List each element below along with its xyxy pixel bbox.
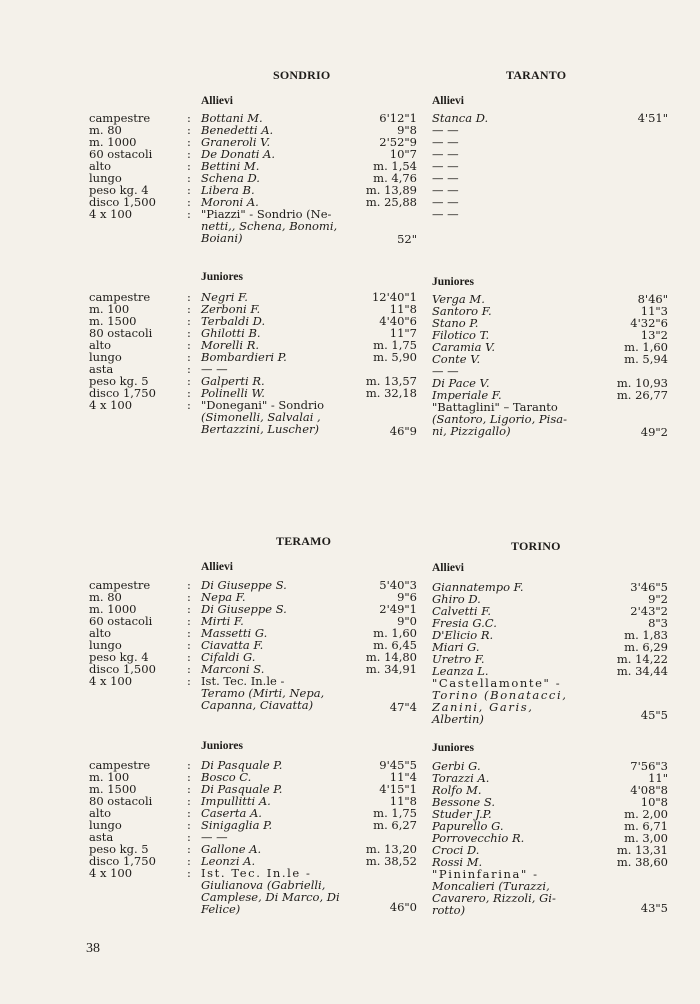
event-label: campestre (89, 111, 151, 125)
province-title-sondrio: SONDRIO (273, 68, 331, 82)
category-juniores-taranto: Juniores (432, 276, 474, 288)
athlete-name: — — (201, 830, 228, 844)
athlete-name: Polinelli W. (201, 386, 265, 400)
event-label: alto (89, 338, 112, 352)
athlete-name: Rossi M. (432, 855, 483, 869)
event-label: m. 1500 (89, 314, 137, 328)
result-value: 11"8 (389, 794, 417, 808)
athlete-name: — — (432, 195, 459, 209)
athlete-name: — — (432, 207, 459, 221)
event-list-juniores-2 (89, 759, 156, 879)
result-value: 4'51" (637, 111, 668, 125)
athlete-name: Di Pasquale P. (201, 758, 283, 772)
result-value: m. 14,80 (365, 650, 417, 664)
athlete-name: Giannatempo F. (432, 580, 524, 594)
athlete-name: Di Pace V. (432, 376, 490, 390)
result-value: m. 14,22 (616, 652, 668, 666)
event-label: m. 100 (89, 770, 130, 784)
relay-team: Ist. Tec. In.le - (201, 674, 285, 688)
event-label: disco 1,750 (89, 386, 156, 400)
result-value: 4'32"6 (630, 316, 668, 330)
category-allievi-sondrio: Allievi (201, 95, 233, 107)
event-label: peso kg. 5 (89, 374, 149, 388)
relay-result: 46"9 (389, 424, 417, 438)
athlete-list-sondrio-juniores (201, 291, 324, 435)
result-value: m. 6,71 (624, 819, 668, 833)
result-value: 5'40"3 (379, 578, 417, 592)
event-label: peso kg. 4 (89, 183, 149, 197)
event-label: campestre (89, 578, 151, 592)
province-title-taranto: TARANTO (506, 68, 567, 82)
athlete-name: Rolfo M. (432, 783, 482, 797)
relay-team: ni, Pizzigallo) (432, 424, 511, 438)
athlete-name: Ghilotti B. (201, 326, 261, 340)
result-value: 4'40"6 (379, 314, 417, 328)
result-value: m. 5,90 (373, 350, 417, 364)
athlete-list-torino-allievi (432, 581, 567, 725)
athlete-name: Studer J.P. (432, 807, 492, 821)
event-label: asta (89, 830, 114, 844)
result-value: 8"3 (648, 616, 668, 630)
athlete-name: Zerboni F. (201, 302, 261, 316)
athlete-name: Bettini M. (201, 159, 260, 173)
athlete-name: Uretro F. (432, 652, 485, 666)
athlete-name: Conte V. (432, 352, 481, 366)
result-value: m. 26,77 (616, 388, 668, 402)
athlete-name: De Donati A. (201, 147, 276, 161)
athlete-name: Nepa F. (201, 590, 246, 604)
result-value: m. 1,83 (624, 628, 668, 642)
event-label: campestre (89, 758, 151, 772)
athlete-name: Sinigaglia P. (201, 818, 273, 832)
athlete-name: Caramia V. (432, 340, 496, 354)
athlete-name: Leonzi A. (201, 854, 256, 868)
result-list-taranto-juniores (580, 293, 668, 438)
relay-team: "Battaglini" – Taranto (432, 400, 558, 414)
athlete-name: Gallone A. (201, 842, 262, 856)
athlete-name: Bombardieri P. (201, 350, 287, 364)
athlete-name: Mirti F. (201, 614, 244, 628)
athlete-name: — — (432, 135, 459, 149)
event-label: alto (89, 159, 112, 173)
result-value: m. 4,76 (373, 171, 417, 185)
event-label: 4 x 100 (89, 207, 133, 221)
relay-result: 47"4 (389, 700, 417, 714)
result-list-torino-allievi (580, 581, 668, 721)
result-value: 11"8 (389, 302, 417, 316)
event-list-allievi-2 (89, 579, 156, 687)
athlete-name: Gerbi G. (432, 759, 481, 773)
result-value: m. 25,88 (365, 195, 417, 209)
event-label: 4 x 100 (89, 866, 133, 880)
event-label: m. 1000 (89, 602, 137, 616)
athlete-name: Di Giuseppe S. (201, 602, 287, 616)
result-value: 2'49"1 (379, 602, 417, 616)
relay-team: Camplese, Di Marco, Di (201, 890, 340, 904)
athlete-name: Leanza L. (432, 664, 489, 678)
athlete-name: Marconi S. (201, 662, 265, 676)
result-value: 10"8 (640, 795, 668, 809)
event-list-allievi-1 (89, 112, 156, 220)
athlete-list-taranto-allievi (432, 112, 488, 220)
relay-result: 46"0 (389, 900, 417, 914)
result-value: 12'40"1 (371, 290, 417, 304)
athlete-name: Moroni A. (201, 195, 259, 209)
result-value: m. 6,29 (624, 640, 668, 654)
event-label: 60 ostacoli (89, 614, 153, 628)
event-label: lungo (89, 638, 122, 652)
result-value: 9"6 (397, 590, 417, 604)
event-list-juniores-1 (89, 291, 156, 411)
event-label: m. 100 (89, 302, 130, 316)
athlete-name: Graneroli V. (201, 135, 271, 149)
event-label: disco 1,500 (89, 662, 156, 676)
result-value: 11"7 (389, 326, 417, 340)
athlete-name: Benedetti A. (201, 123, 274, 137)
athlete-list-torino-juniores (432, 760, 556, 916)
result-value: m. 6,27 (373, 818, 417, 832)
relay-team: Capanna, Ciavatta) (201, 698, 314, 712)
athlete-name: Cifaldi G. (201, 650, 256, 664)
athlete-name: — — (432, 364, 459, 378)
event-label: disco 1,750 (89, 854, 156, 868)
result-value: m. 1,60 (373, 626, 417, 640)
province-title-torino: TORINO (511, 539, 561, 553)
result-list-taranto-allievi (580, 112, 668, 124)
athlete-name: Caserta A. (201, 806, 262, 820)
relay-team: Teramo (Mirti, Nepa, (201, 686, 325, 700)
event-label: 4 x 100 (89, 398, 133, 412)
event-label: 80 ostacoli (89, 326, 153, 340)
athlete-name: Galperti R. (201, 374, 265, 388)
athlete-name: Miari G. (432, 640, 480, 654)
athlete-name: D'Elicio R. (432, 628, 494, 642)
result-value: 9"2 (648, 592, 668, 606)
event-label: alto (89, 626, 112, 640)
athlete-name: Papurello G. (432, 819, 504, 833)
event-label: 60 ostacoli (89, 147, 153, 161)
athlete-name: Bottani M. (201, 111, 263, 125)
relay-result: 52" (397, 232, 417, 246)
athlete-name: Croci D. (432, 843, 480, 857)
athlete-name: Bosco C. (201, 770, 252, 784)
relay-team: (Santoro, Ligorio, Pisa- (432, 412, 567, 426)
result-value: 10"7 (389, 147, 417, 161)
athlete-name: Impullitti A. (201, 794, 271, 808)
relay-team: Felice) (201, 902, 241, 916)
event-label: peso kg. 5 (89, 842, 149, 856)
relay-team: "Castellamonte" - (432, 676, 562, 690)
result-value: 11"4 (389, 770, 417, 784)
relay-team: Bertazzini, Luscher) (201, 422, 320, 436)
athlete-name: — — (432, 183, 459, 197)
event-label: lungo (89, 818, 122, 832)
athlete-name: Schena D. (201, 171, 260, 185)
result-value: 6'12"1 (379, 111, 417, 125)
colon-column: : : : : : : : : : : (187, 758, 191, 880)
athlete-name: Verga M. (432, 292, 485, 306)
athlete-name: Stano P. (432, 316, 479, 330)
relay-team: "Pininfarina" - (432, 867, 539, 881)
result-value: m. 1,60 (624, 340, 668, 354)
result-value: m. 38,52 (365, 854, 417, 868)
relay-team: "Piazzi" - Sondrio (Ne- (201, 207, 332, 221)
athlete-name: Stanca D. (432, 111, 489, 125)
result-value: 3'46"5 (630, 580, 668, 594)
result-value: 4'08"8 (630, 783, 668, 797)
result-list-sondrio-allievi (340, 112, 417, 245)
event-label: lungo (89, 171, 122, 185)
result-value: 9"8 (397, 123, 417, 137)
result-list-sondrio-juniores (340, 291, 417, 437)
event-label: 4 x 100 (89, 674, 133, 688)
result-value: m. 34,44 (616, 664, 668, 678)
relay-team: netti,, Schena, Bonomi, (201, 219, 338, 233)
result-value: m. 6,45 (373, 638, 417, 652)
event-label: alto (89, 806, 112, 820)
category-juniores-sondrio: Juniores (201, 271, 243, 283)
athlete-name: Bessone S. (432, 795, 495, 809)
category-allievi-teramo: Allievi (201, 561, 233, 573)
athlete-list-teramo-juniores (201, 759, 340, 915)
athlete-name: — — (432, 123, 459, 137)
relay-team: Ist. Tec. In.le - (201, 866, 312, 880)
category-allievi-torino: Allievi (432, 562, 464, 574)
athlete-name: Fresia G.C. (432, 616, 497, 630)
event-label: m. 1500 (89, 782, 137, 796)
province-title-teramo: TERAMO (276, 534, 332, 548)
event-label: m. 80 (89, 590, 122, 604)
event-label: peso kg. 4 (89, 650, 149, 664)
athlete-name: Terbaldi D. (201, 314, 266, 328)
relay-team: Moncalieri (Turazzi, (432, 879, 550, 893)
relay-team: rotto) (432, 903, 466, 917)
event-label: m. 1000 (89, 135, 137, 149)
result-value: m. 32,18 (365, 386, 417, 400)
athlete-name: Filotico T. (432, 328, 490, 342)
result-value: m. 1,75 (373, 806, 417, 820)
colon-column: : : : : : : : : : : (187, 290, 191, 412)
result-value: 9'45"5 (379, 758, 417, 772)
result-value: m. 13,57 (365, 374, 417, 388)
result-value: 13"2 (640, 328, 668, 342)
relay-team: (Simonelli, Salvalai , (201, 410, 321, 424)
athlete-name: Negri F. (201, 290, 248, 304)
athlete-list-teramo-allievi (201, 579, 324, 711)
result-value: m. 34,91 (365, 662, 417, 676)
relay-result: 49"2 (640, 425, 668, 439)
result-value: m. 5,94 (624, 352, 668, 366)
page-number: 38 (86, 941, 100, 956)
result-list-teramo-juniores (340, 759, 417, 913)
result-value: m. 13,31 (616, 843, 668, 857)
event-label: campestre (89, 290, 151, 304)
athlete-name: Di Giuseppe S. (201, 578, 287, 592)
athlete-name: Torazzi A. (432, 771, 490, 785)
relay-team: Cavarero, Rizzoli, Gi- (432, 891, 556, 905)
athlete-name: — — (432, 171, 459, 185)
athlete-name: Santoro F. (432, 304, 492, 318)
athlete-name: — — (201, 362, 228, 376)
result-value: 2'43"2 (630, 604, 668, 618)
result-value: m. 1,54 (373, 159, 417, 173)
athlete-name: — — (432, 147, 459, 161)
category-juniores-teramo: Juniores (201, 740, 243, 752)
result-list-torino-juniores (580, 760, 668, 914)
athlete-name: Ciavatta F. (201, 638, 264, 652)
result-value: m. 3,00 (624, 831, 668, 845)
result-value: 4'15"1 (379, 782, 417, 796)
relay-result: 45"5 (640, 708, 668, 722)
athlete-name: Massetti G. (201, 626, 268, 640)
colon-column: : : : : : : : : : (187, 111, 191, 221)
result-value: m. 13,20 (365, 842, 417, 856)
event-label: disco 1,500 (89, 195, 156, 209)
result-value: m. 38,60 (616, 855, 668, 869)
athlete-list-sondrio-allievi (201, 112, 337, 244)
relay-team: Giulianova (Gabrielli, (201, 878, 326, 892)
result-value: 2'52"9 (379, 135, 417, 149)
result-value: m. 13,89 (365, 183, 417, 197)
athlete-name: Imperiale F. (432, 388, 502, 402)
relay-team: Zanini, Garis, (432, 700, 534, 714)
relay-result: 43"5 (640, 901, 668, 915)
event-label: m. 80 (89, 123, 122, 137)
athlete-name: Calvetti F. (432, 604, 492, 618)
athlete-list-taranto-juniores (432, 293, 567, 437)
athlete-name: Morelli R. (201, 338, 260, 352)
relay-team: Albertin) (432, 712, 484, 726)
category-allievi-taranto: Allievi (432, 95, 464, 107)
result-value: m. 1,75 (373, 338, 417, 352)
relay-team: "Donegani" - Sondrio (201, 398, 325, 412)
result-value: 9"0 (397, 614, 417, 628)
event-label: lungo (89, 350, 122, 364)
athlete-name: Ghiro D. (432, 592, 481, 606)
result-list-teramo-allievi (340, 579, 417, 713)
result-value: 11" (648, 771, 668, 785)
category-juniores-torino: Juniores (432, 742, 474, 754)
athlete-name: Libera B. (201, 183, 255, 197)
result-value: 11"3 (640, 304, 668, 318)
result-value: 8'46" (637, 292, 668, 306)
athlete-name: — — (432, 159, 459, 173)
result-value: m. 2,00 (624, 807, 668, 821)
result-value: m. 10,93 (616, 376, 668, 390)
athlete-name: Di Pasquale P. (201, 782, 283, 796)
event-label: 80 ostacoli (89, 794, 153, 808)
relay-team: Boiani) (201, 231, 243, 245)
relay-team: Torino (Bonatacci, (432, 688, 568, 702)
result-value: 7'56"3 (630, 759, 668, 773)
event-label: asta (89, 362, 114, 376)
athlete-name: Porrovecchio R. (432, 831, 525, 845)
colon-column: : : : : : : : : : (187, 578, 191, 688)
